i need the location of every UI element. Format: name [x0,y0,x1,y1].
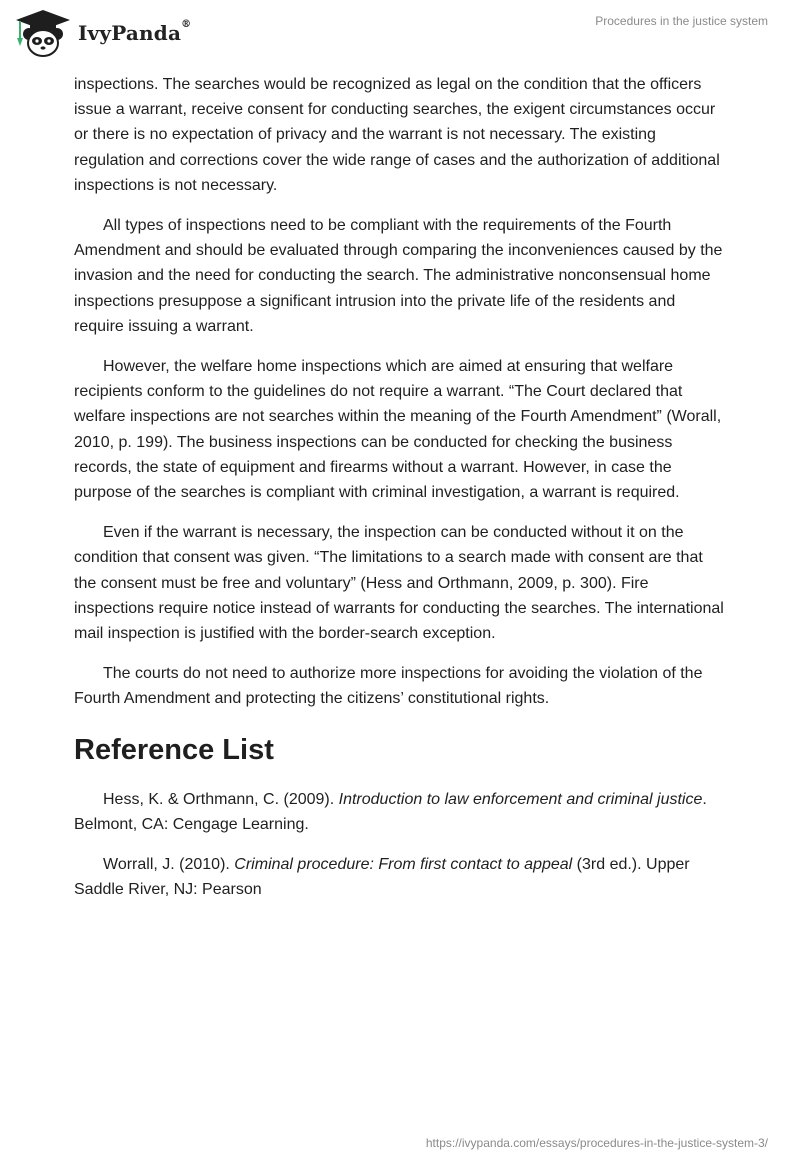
reference-item: Hess, K. & Orthmann, C. (2009). Introduction to law enforcement and criminal justice. Belmont, CA: Cengage Learning. [74,790,707,833]
reference-item: Worrall, J. (2010). Criminal procedure: From first contact to appeal (3rd ed.). Upper Saddle River, NJ: Pearson [74,856,690,899]
panda-graduate-icon [14,8,72,58]
essay-content [74,72,728,917]
body-paragraph: inspections. The searches would be recognized as legal on the condition that the officers issue a warrant, receive consent for conducting searches, the exigent circumstances occur or there is no expectation of privacy and the warrant is not necessary. The existing regulation and corrections cover the wide range of cases and the authorization of additional inspections is not necessary. [74,76,720,194]
brand-name: IvyPanda® [78,19,192,45]
reference-list-heading: Reference List [74,733,274,766]
body-paragraph: Even if the warrant is necessary, the inspection can be conducted without it on the condition that consent was given. “The limitations to a search made with consent are that the consent must be free and voluntary” (Hess and Orthmann, 2009, p. 300). Fire inspections require notice instead of warrants for conducting the searches. The international mail inspection is justified with the border-search exception. [74,524,724,643]
body-paragraph: The courts do not need to authorize more inspections for avoiding the violation of the Fourth Amendment and protecting the citizens’ constitutional rights. [74,665,703,708]
body-paragraph: All types of inspections need to be compliant with the requirements of the Fourth Amendment and should be evaluated through comparing the inconveniences caused by the invasion and the need for conducting the search. The administrative nonconsensual home inspections presuppose a significant intrusion into the private life of the residents and require issuing a warrant. [74,217,723,335]
document-title: Procedures in the justice system [595,14,768,28]
body-paragraph: However, the welfare home inspections which are aimed at ensuring that welfare recipients conform to the guidelines do not require a warrant. “The Court declared that welfare inspections are not searches within the meaning of the Fourth Amendment” (Worall, 2010, p. 199). The business inspections can be conducted for checking the business records, the state of equipment and firearms without a warrant. However, in case the purpose of the searches is compliant with criminal investigation, a warrant is required. [74,358,722,502]
source-url[interactable]: https://ivypanda.com/essays/procedures-in-the-justice-system-3/ [425,1136,768,1150]
page-header [0,0,800,70]
brand-logo[interactable] [14,8,191,58]
